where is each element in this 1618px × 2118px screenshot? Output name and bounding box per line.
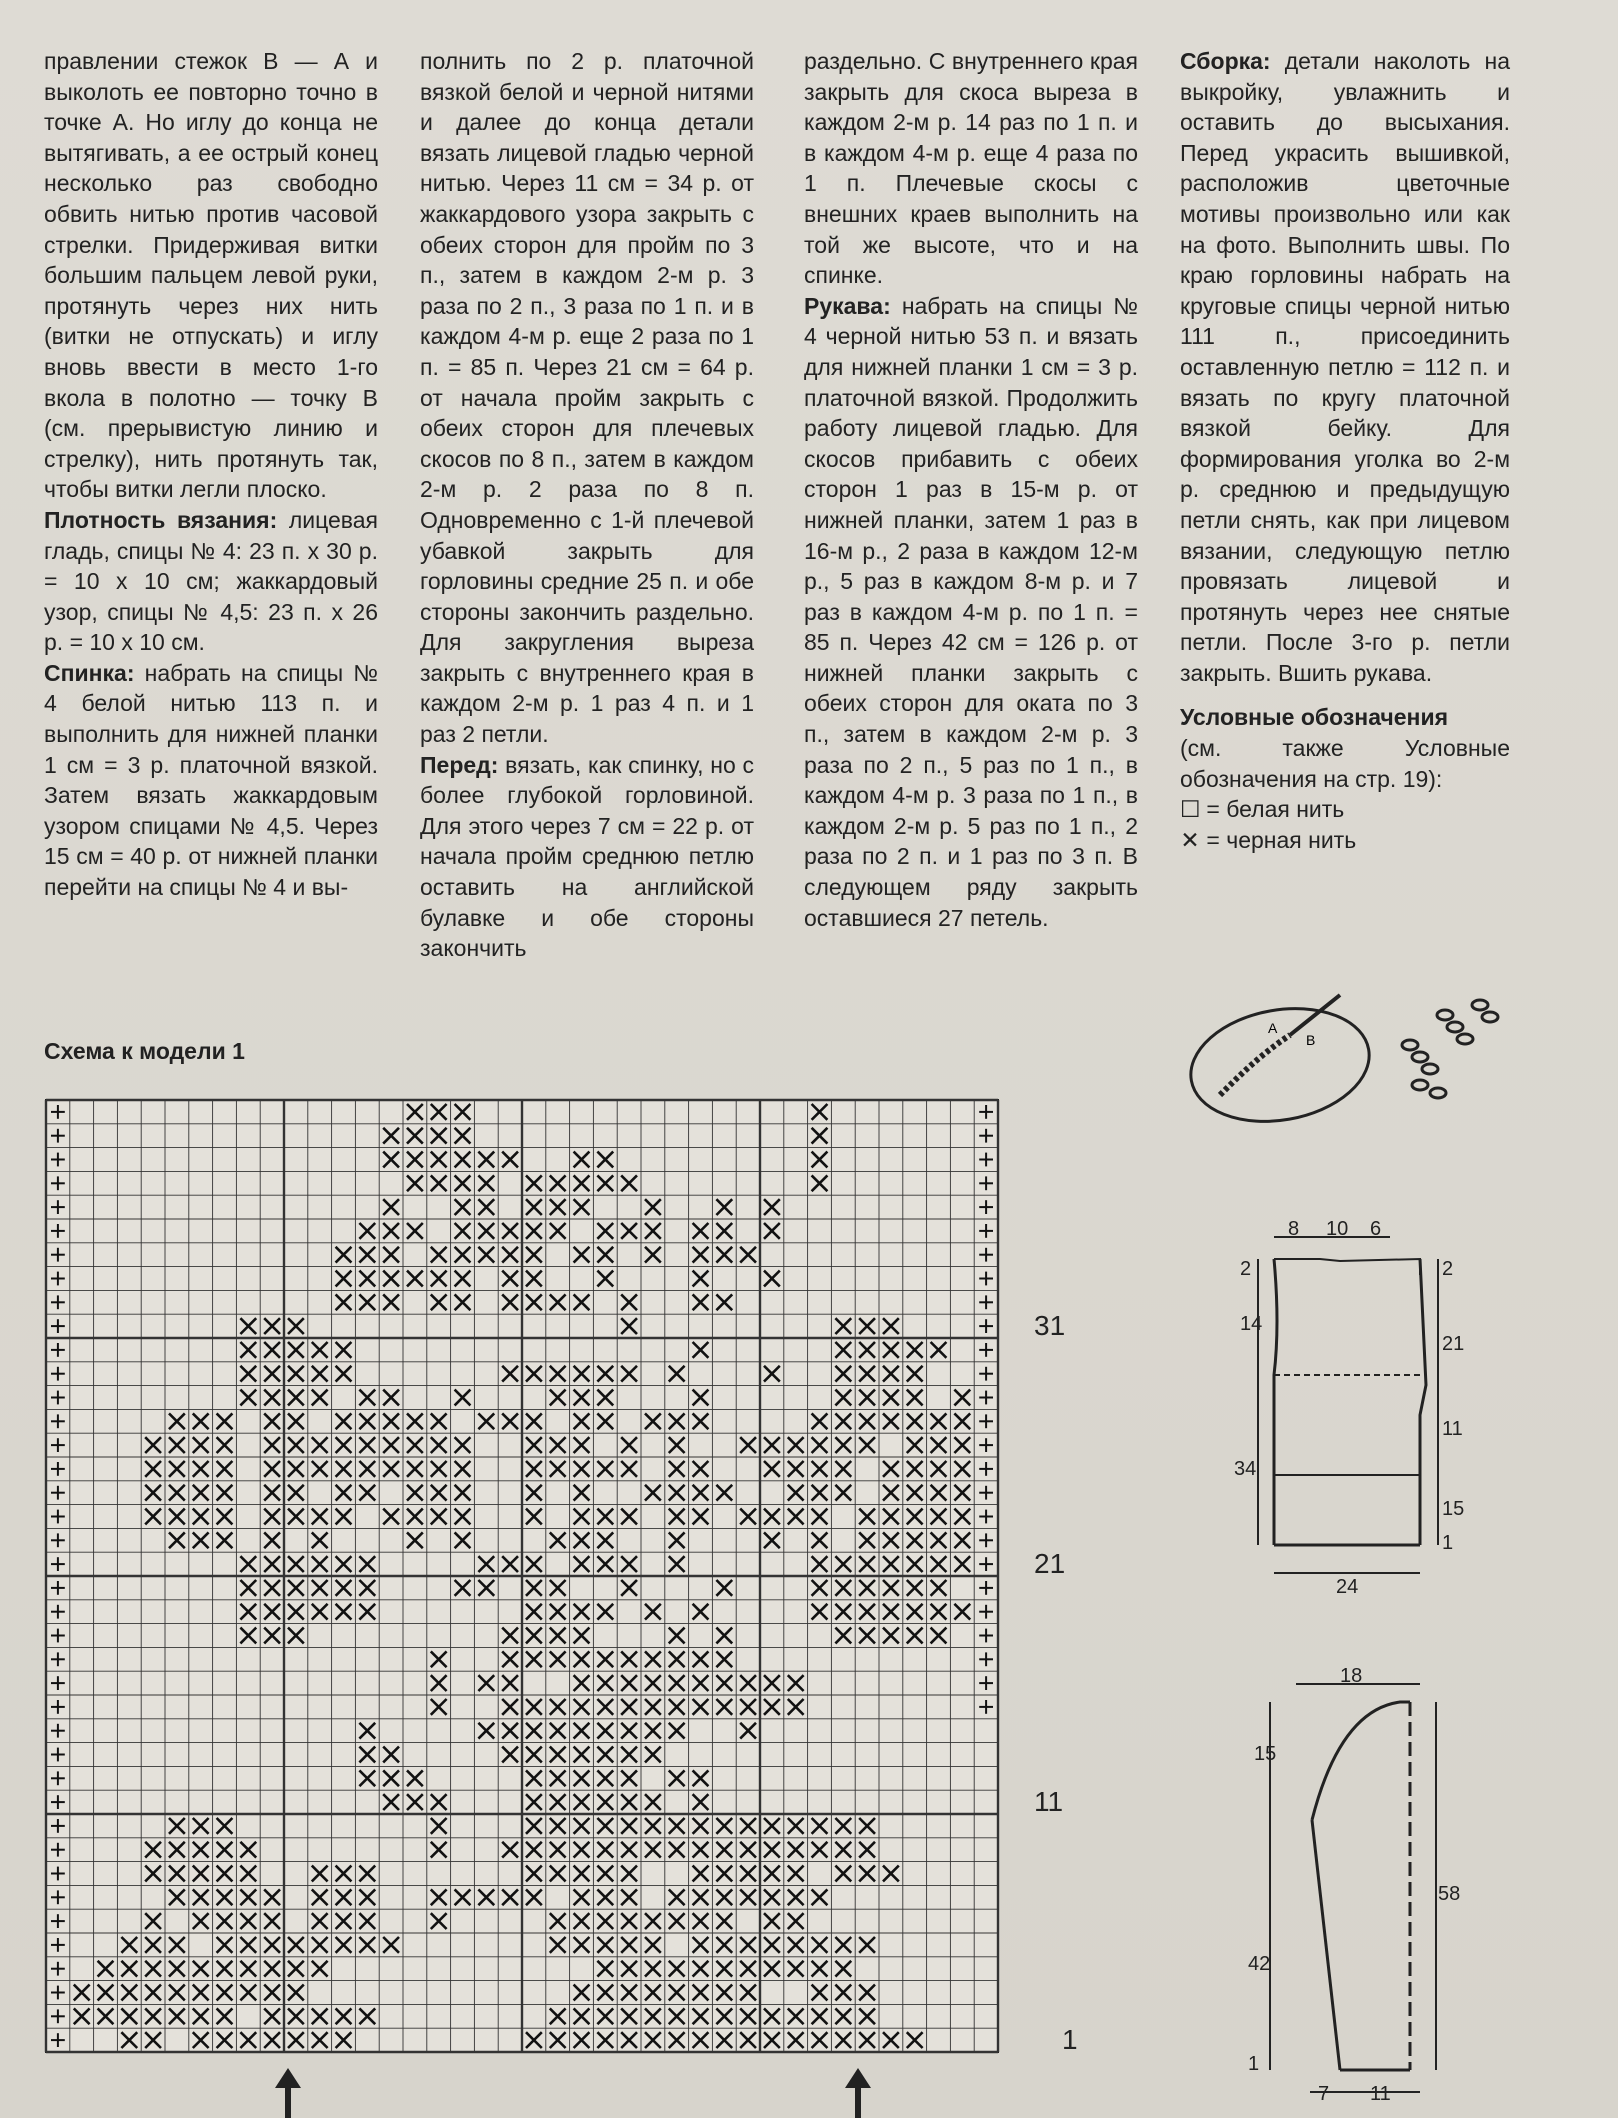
section-title: Спинка:: [44, 659, 135, 686]
section-title: Перед:: [420, 751, 499, 778]
legend-subtitle: (см. также Условные обозначения на стр. 19):: [1180, 735, 1510, 792]
dim-label: 1: [1442, 1532, 1454, 1554]
paragraph: [804, 46, 1138, 291]
fabric-ellipse: [1182, 995, 1378, 1135]
arrow-up-icon: [273, 2068, 303, 2118]
paragraph-text: детали наколоть на выкройку, увлажнить и оставить до высыхания. Перед украсить вышивкой, расположив цветочные мотивы произвольно или как на фото. Выполнить швы. По краю горловины набрать на круговые спицы черной нитью 111 п., присоединить оставленную петлю = 112 п. и вязать по кругу платочной вязкой бейку. Для формирования уголка во 2-м р. среднюю и предыдущую петли снять, как при лицевом вязании, следующую петлю провязать лицевой и протянуть через нее снятые петли. После 3-го р. петли закрыть. Вшить рукава.: [1180, 48, 1510, 686]
paragraph: [1180, 46, 1510, 688]
row-label-21: 21: [1034, 1548, 1066, 1579]
row-label-1: 1: [1062, 2024, 1078, 2055]
paragraph: [44, 46, 378, 505]
row-label-31: 31: [1034, 1310, 1066, 1341]
point-a-label: A: [1268, 1020, 1278, 1036]
paragraph-text: правлении стежок В — А и выколоть ее повторно точно в точке А. Но иглу до конца не вытягивать, а ее острый конец несколько раз свободно обвить нитью против часовой стрелки. Придерживая витки большим пальцем левой руки, протянуть через них нить (витки не отпускать) и иглу вновь ввести в место 1-го вкола в полотно — точку В (см. прерывистую линию и стрелку), нить протянуть так, чтобы витки легли плоско.: [44, 48, 378, 503]
dim-label: 11: [1442, 1418, 1463, 1440]
stitch-illustration: [1180, 975, 1520, 1155]
paragraph-text: лицевая гладь, спицы № 4: 23 п. х 30 р. = 10 х 10 см; жаккардовый узор, спицы № 4,5: 23 п. х 26 р. = 10 х 10 см.: [44, 506, 379, 656]
body-schematic: [1220, 1215, 1465, 1598]
dim-label: 15: [1442, 1498, 1465, 1520]
section-title: Сборка:: [1180, 48, 1271, 74]
sleeve-schematic: [1240, 1660, 1461, 2105]
chart-title: Схема к модели 1: [44, 1038, 245, 1064]
paragraph: [44, 658, 378, 903]
legend-white-text: = белая нить: [1200, 796, 1345, 823]
legend-title: Условные обозначения: [1180, 704, 1449, 731]
dim-label: 58: [1438, 1883, 1461, 1905]
text-column-3: [804, 46, 1138, 933]
legend-black-text: = черная нить: [1200, 826, 1357, 853]
french-knots-icon: [1402, 1000, 1498, 1098]
legend: [1180, 702, 1510, 855]
knitting-chart: [46, 1100, 1026, 2060]
dim-label: 18: [1340, 1665, 1363, 1687]
text-column-2: [420, 46, 754, 964]
dim-label: 8: [1288, 1218, 1300, 1240]
paragraph-text: раздельно. С внутреннего края закрыть для скоса выреза в каждом 2-м р. 14 раз по 1 п. и в каждом 4-м р. еще 4 раза по 1 п. Плечевые скосы с внешних краев выполнить на той же высоте, что и на спинке.: [804, 48, 1138, 289]
paragraph: [420, 750, 754, 964]
cross-icon: ✕: [1180, 826, 1200, 853]
dim-label: 2: [1240, 1258, 1252, 1280]
dim-label: 11: [1370, 2083, 1391, 2105]
dim-label: 1: [1248, 2053, 1260, 2075]
paragraph: [44, 505, 378, 658]
dim-label: 24: [1336, 1576, 1359, 1598]
dim-label: 34: [1234, 1458, 1257, 1480]
paragraph-text: набрать на спицы № 4 черной нитью 53 п. и вязать для нижней планки 1 см = 3 р. платочной вязкой. Продолжить работу лицевой гладью. Для скосов прибавить с обеих сторон 1 раз в 15-м р. от нижней планки, затем 1 раз в 16-м р., 2 раза в каждом 12-м р., 5 раз в каждом 8-м р. и 7 раз в каждом 4-м р. по 1 п. = 85 п. Через 42 см = 126 р. от нижней планки закрыть с обеих сторон для оката по 3 п., затем в каждом 2-м р. 3 раза по 2 п., 5 раз по 1 п., в каждом 4-м р. 3 раза по 1 п., в каждом 2-м р. 5 раз по 1 п., 2 раза по 2 п. и 1 раз по 3 п. В следующем ряду закрыть оставшиеся 27 петель.: [804, 292, 1138, 931]
text-column-1: [44, 46, 378, 903]
dim-label: 21: [1442, 1333, 1465, 1355]
stitch-path: [1220, 1035, 1290, 1095]
arrow-up-icon: [843, 2068, 873, 2118]
row-label-11: 11: [1034, 1786, 1064, 1817]
dim-label: 10: [1326, 1218, 1349, 1240]
point-b-label: B: [1306, 1032, 1316, 1048]
dim-label: 15: [1254, 1743, 1277, 1765]
dim-label: 7: [1318, 2083, 1330, 2105]
dim-label: 42: [1248, 1953, 1271, 1975]
dim-label: 6: [1370, 1218, 1382, 1240]
paragraph: [420, 46, 754, 750]
empty-square-icon: ☐: [1180, 796, 1201, 823]
paragraph-text: вязать, как спинку, но с более глубокой горловиной. Для этого через 7 см = 22 р. от начала пройм среднюю петлю оставить на английской булавке и обе стороны закончить: [420, 751, 754, 962]
legend-white: [1180, 794, 1510, 825]
section-title: Рукава:: [804, 292, 891, 319]
paragraph-text: полнить по 2 р. платочной вязкой белой и черной нитями и далее до конца детали вязать лицевой гладью черной нитью. Через 11 см = 34 р. от жаккардового узора закрыть с обеих сторон для пройм по 3 п., затем в каждом 2-м р. 3 раза по 2 п., 3 раза по 1 п. и в каждом 4-м р. еще 2 раза по 1 п. = 85 п. Через 21 см = 64 р. от начала пройм закрыть с обеих сторон для плечевых скосов по 8 п., затем в каждом 2-м р. 2 раза по 8 п. Одновременно с 1-й плечевой убавкой закрыть для горловины средние 25 п. и обе стороны закончить раздельно. Для закругления выреза закрыть с внутреннего края в каждом 2-м р. 1 раз 4 п. и 1 раз 2 петли.: [420, 48, 754, 748]
paragraph-text: набрать на спицы № 4 белой нитью 113 п. и выполнить для нижней планки 1 см = 3 р. платочной вязкой. Затем вязать жаккардовым узором спицами № 4,5. Через 15 см = 40 р. от нижней планки перейти на спицы № 4 и вы-: [44, 659, 378, 901]
section-title: Плотность вязания:: [44, 506, 278, 533]
dim-label: 14: [1240, 1313, 1263, 1335]
legend-black: [1180, 825, 1510, 856]
paragraph: [804, 291, 1138, 933]
text-column-4: [1180, 46, 1510, 855]
dim-label: 2: [1442, 1258, 1454, 1280]
